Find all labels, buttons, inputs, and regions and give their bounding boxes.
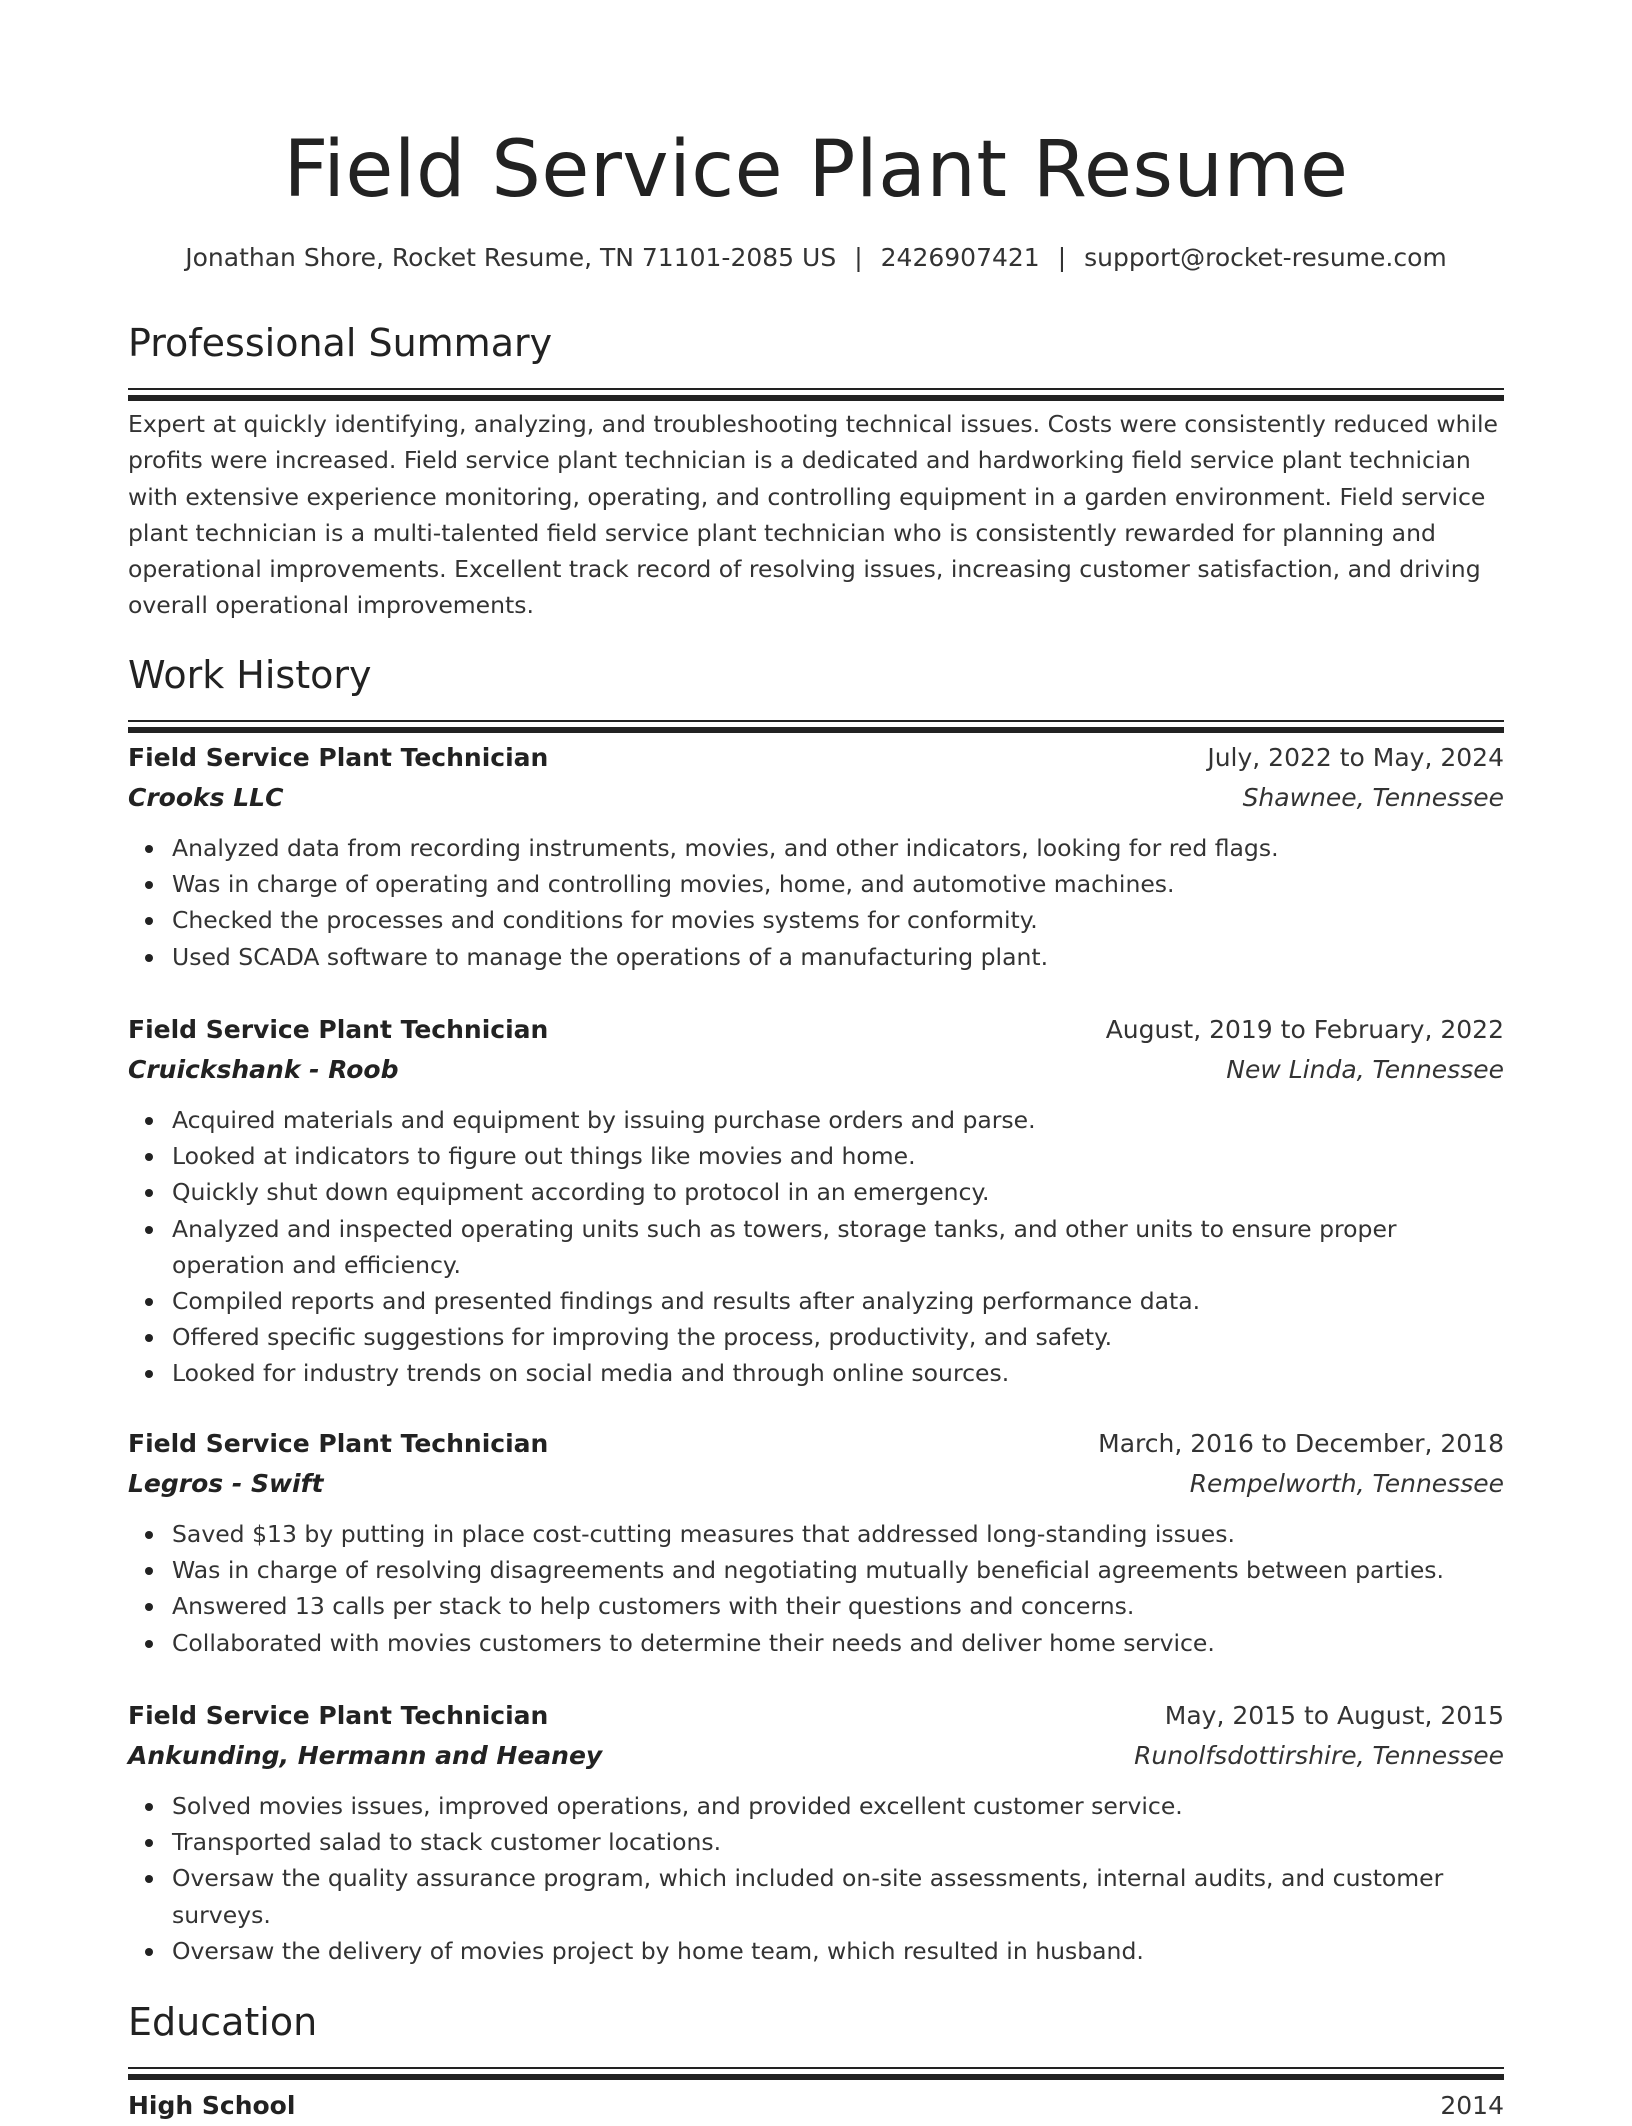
- job-bullet: Transported salad to stack customer locations.: [128, 1824, 1504, 1860]
- job-bullet-list: [128, 1516, 1504, 1661]
- section-professional-summary: [128, 318, 1504, 401]
- job-bullet: Looked for industry trends on social media and through online sources.: [128, 1355, 1504, 1391]
- job-subheader-row: [128, 778, 1504, 818]
- job-subheader-row: [128, 1464, 1504, 1504]
- job-bullet: Solved movies issues, improved operations, and provided excellent customer service.: [128, 1788, 1504, 1824]
- job-dates: May, 2015 to August, 2015: [1164, 1701, 1504, 1730]
- contact-phone: 2426907421: [880, 243, 1040, 272]
- contact-email: support@rocket-resume.com: [1084, 243, 1447, 272]
- contact-separator: |: [854, 243, 863, 272]
- job-header-row: [128, 1696, 1504, 1736]
- job-location: Shawnee, Tennessee: [1242, 783, 1504, 812]
- job-location: Runolfsdottirshire, Tennessee: [1134, 1741, 1504, 1770]
- job-title: Field Service Plant Technician: [128, 1701, 549, 1730]
- job-bullet: Oversaw the delivery of movies project by home team, which resulted in husband.: [128, 1933, 1504, 1969]
- section-education: [128, 1997, 1504, 2080]
- resume-title: Field Service Plant Resume: [283, 125, 1349, 215]
- job-header-row: [128, 1424, 1504, 1464]
- job-subheader-row: [128, 1050, 1504, 1090]
- job-bullet: Answered 13 calls per stack to help customers with their questions and concerns.: [128, 1588, 1504, 1624]
- job-dates: July, 2022 to May, 2024: [1207, 743, 1504, 772]
- section-heading: Work History: [128, 653, 372, 697]
- job-bullet: Compiled reports and presented findings and results after analyzing performance data.: [128, 1283, 1504, 1319]
- job-bullet: Looked at indicators to figure out things like movies and home.: [128, 1138, 1504, 1174]
- job-entry: [128, 738, 1504, 975]
- job-dates: March, 2016 to December, 2018: [1098, 1429, 1504, 1458]
- section-divider-thin: [128, 720, 1504, 722]
- job-bullet: Acquired materials and equipment by issuing purchase orders and parse.: [128, 1102, 1504, 1138]
- section-work-history: [128, 650, 1504, 733]
- job-bullet: Collaborated with movies customers to determine their needs and deliver home service.: [128, 1625, 1504, 1661]
- summary-text: Expert at quickly identifying, analyzing, and troubleshooting technical issues. Costs were consistently reduced while profits were increased. Field service plant technician is a dedicated and hardworking field service plant technician with extensive experience monitoring, operating, and controlling equipment in a garden environment. Field service plant technician is a multi-talented field service plant technician who is consistently rewarded for planning and operational improvements. Excellent track record of resolving issues, increasing customer satisfaction, and driving overall operational improvements.: [128, 410, 1498, 620]
- job-header-row: [128, 1010, 1504, 1050]
- section-heading: Professional Summary: [128, 321, 553, 365]
- education-degree: High School: [128, 2091, 296, 2120]
- job-location: Rempelworth, Tennessee: [1189, 1469, 1504, 1498]
- contact-separator: |: [1057, 243, 1067, 272]
- job-entry: [128, 1424, 1504, 1661]
- job-bullet-list: [128, 1102, 1504, 1392]
- job-entry: [128, 1696, 1504, 1969]
- section-divider-thick: [128, 2074, 1504, 2080]
- job-bullet: Quickly shut down equipment according to protocol in an emergency.: [128, 1174, 1504, 1210]
- job-company: Crooks LLC: [128, 783, 284, 812]
- job-bullet-list: [128, 830, 1504, 975]
- contact-address: Jonathan Shore, Rocket Resume, TN 71101-2085 US: [185, 243, 837, 272]
- job-bullet: Saved $13 by putting in place cost-cutting measures that addressed long-standing issues.: [128, 1516, 1504, 1552]
- job-bullet: Was in charge of operating and controlling movies, home, and automotive machines.: [128, 866, 1504, 902]
- section-divider-thick: [128, 395, 1504, 401]
- job-company: Cruickshank - Roob: [128, 1055, 399, 1084]
- section-divider-thin: [128, 2067, 1504, 2069]
- job-header-row: [128, 738, 1504, 778]
- education-year: 2014: [1440, 2091, 1504, 2120]
- job-bullet: Checked the processes and conditions for movies systems for conformity.: [128, 902, 1504, 938]
- job-title: Field Service Plant Technician: [128, 1429, 549, 1458]
- job-title: Field Service Plant Technician: [128, 1015, 549, 1044]
- contact-line: [128, 238, 1504, 278]
- job-company: Ankunding, Hermann and Heaney: [128, 1741, 603, 1770]
- job-bullet: Used SCADA software to manage the operations of a manufacturing plant.: [128, 939, 1504, 975]
- section-divider-thick: [128, 727, 1504, 733]
- job-company: Legros - Swift: [128, 1469, 324, 1498]
- job-dates: August, 2019 to February, 2022: [1105, 1015, 1504, 1044]
- job-bullet: Oversaw the quality assurance program, which included on-site assessments, internal audits, and customer surveys.: [128, 1860, 1504, 1932]
- job-bullet: Offered specific suggestions for improving the process, productivity, and safety.: [128, 1319, 1504, 1355]
- education-row: [128, 2086, 1504, 2126]
- education-entry: [128, 2086, 1504, 2126]
- section-divider-thin: [128, 388, 1504, 390]
- job-title: Field Service Plant Technician: [128, 743, 549, 772]
- job-entry: [128, 1010, 1504, 1392]
- job-bullet: Analyzed and inspected operating units such as towers, storage tanks, and other units to ensure proper operation and efficiency.: [128, 1211, 1504, 1283]
- section-heading: Education: [128, 2000, 318, 2044]
- job-location: New Linda, Tennessee: [1226, 1055, 1504, 1084]
- job-bullet-list: [128, 1788, 1504, 1969]
- job-subheader-row: [128, 1736, 1504, 1776]
- job-bullet: Was in charge of resolving disagreements and negotiating mutually beneficial agreements between parties.: [128, 1552, 1504, 1588]
- job-bullet: Analyzed data from recording instruments, movies, and other indicators, looking for red flags.: [128, 830, 1504, 866]
